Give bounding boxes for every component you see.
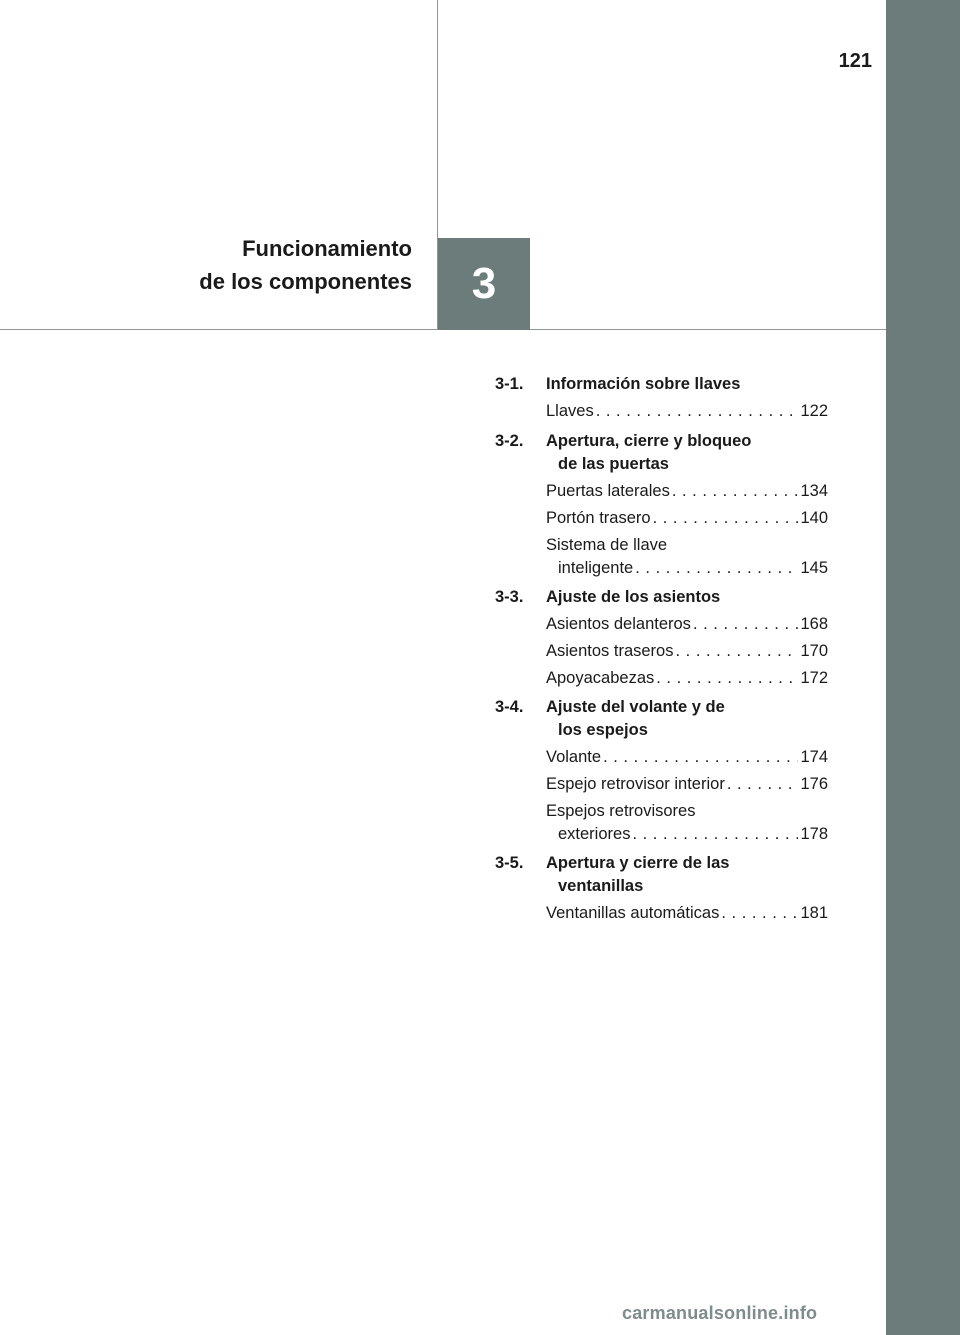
toc-entry-asientos-traseros[interactable]: Asientos traseros . . . 170: [546, 640, 828, 663]
toc-page-number: 145: [800, 559, 828, 577]
toc-entry-porton-trasero[interactable]: Portón trasero . . . 140: [546, 507, 828, 530]
watermark: carmanualsonline.info: [622, 1303, 818, 1323]
section-title: Ajuste del volante y de los espejos: [546, 698, 725, 739]
chapter-side-tab: [886, 0, 960, 1335]
section-title: Apertura y cierre de las ventanillas: [546, 854, 730, 895]
section-title: Apertura, cierre y bloqueo de las puertas: [546, 432, 752, 473]
section-number: 3-1.: [495, 375, 524, 393]
page-number: 121: [838, 50, 872, 72]
toc-page-number: 176: [800, 775, 828, 793]
toc-page-number: 178: [800, 825, 828, 843]
toc-entry-volante[interactable]: Volante . . . 174: [546, 746, 828, 769]
section-title: Información sobre llaves: [546, 375, 741, 393]
toc-entry-espejos-retrovisores-exteriores[interactable]: Espejos retrovisores exteriores . . . 178: [546, 800, 828, 846]
toc-page-number: 174: [800, 748, 828, 766]
toc-page-number: 122: [800, 402, 828, 420]
chapter-number: 3: [471, 259, 497, 308]
toc-page-number: 172: [800, 669, 828, 687]
chapter-title: [199, 232, 412, 298]
toc-entry-llaves[interactable]: Llaves . . . 122: [546, 400, 828, 423]
chapter-number-box: [438, 238, 530, 330]
toc-entry-puertas-laterales[interactable]: Puertas laterales . . . 134: [546, 480, 828, 503]
section-number: 3-5.: [495, 854, 524, 872]
toc-entry-espejo-retrovisor-interior[interactable]: Espejo retrovisor interior . . . 176: [546, 773, 828, 796]
chapter-title-line2: de los componentes: [199, 269, 412, 294]
toc-page-number: 134: [800, 482, 828, 500]
toc-page-number: 140: [800, 509, 828, 527]
section-title: Ajuste de los asientos: [546, 588, 721, 606]
section-number: 3-2.: [495, 432, 524, 450]
section-number: 3-3.: [495, 588, 524, 606]
toc-entry-apoyacabezas[interactable]: Apoyacabezas . . . 172: [546, 667, 828, 690]
toc-page-number: 170: [800, 642, 828, 660]
toc-page-number: 181: [800, 904, 828, 922]
toc-entry-ventanillas-automaticas[interactable]: Ventanillas automáticas . . . 181: [546, 902, 828, 925]
toc-entry-asientos-delanteros[interactable]: Asientos delanteros . . . 168: [546, 613, 828, 636]
section-number: 3-4.: [495, 698, 524, 716]
chapter-title-line1: Funcionamiento: [242, 236, 412, 261]
toc-entry-sistema-de-llave-inteligente[interactable]: Sistema de llave inteligente . . . 145: [546, 534, 828, 580]
toc-page-number: 168: [800, 615, 828, 633]
